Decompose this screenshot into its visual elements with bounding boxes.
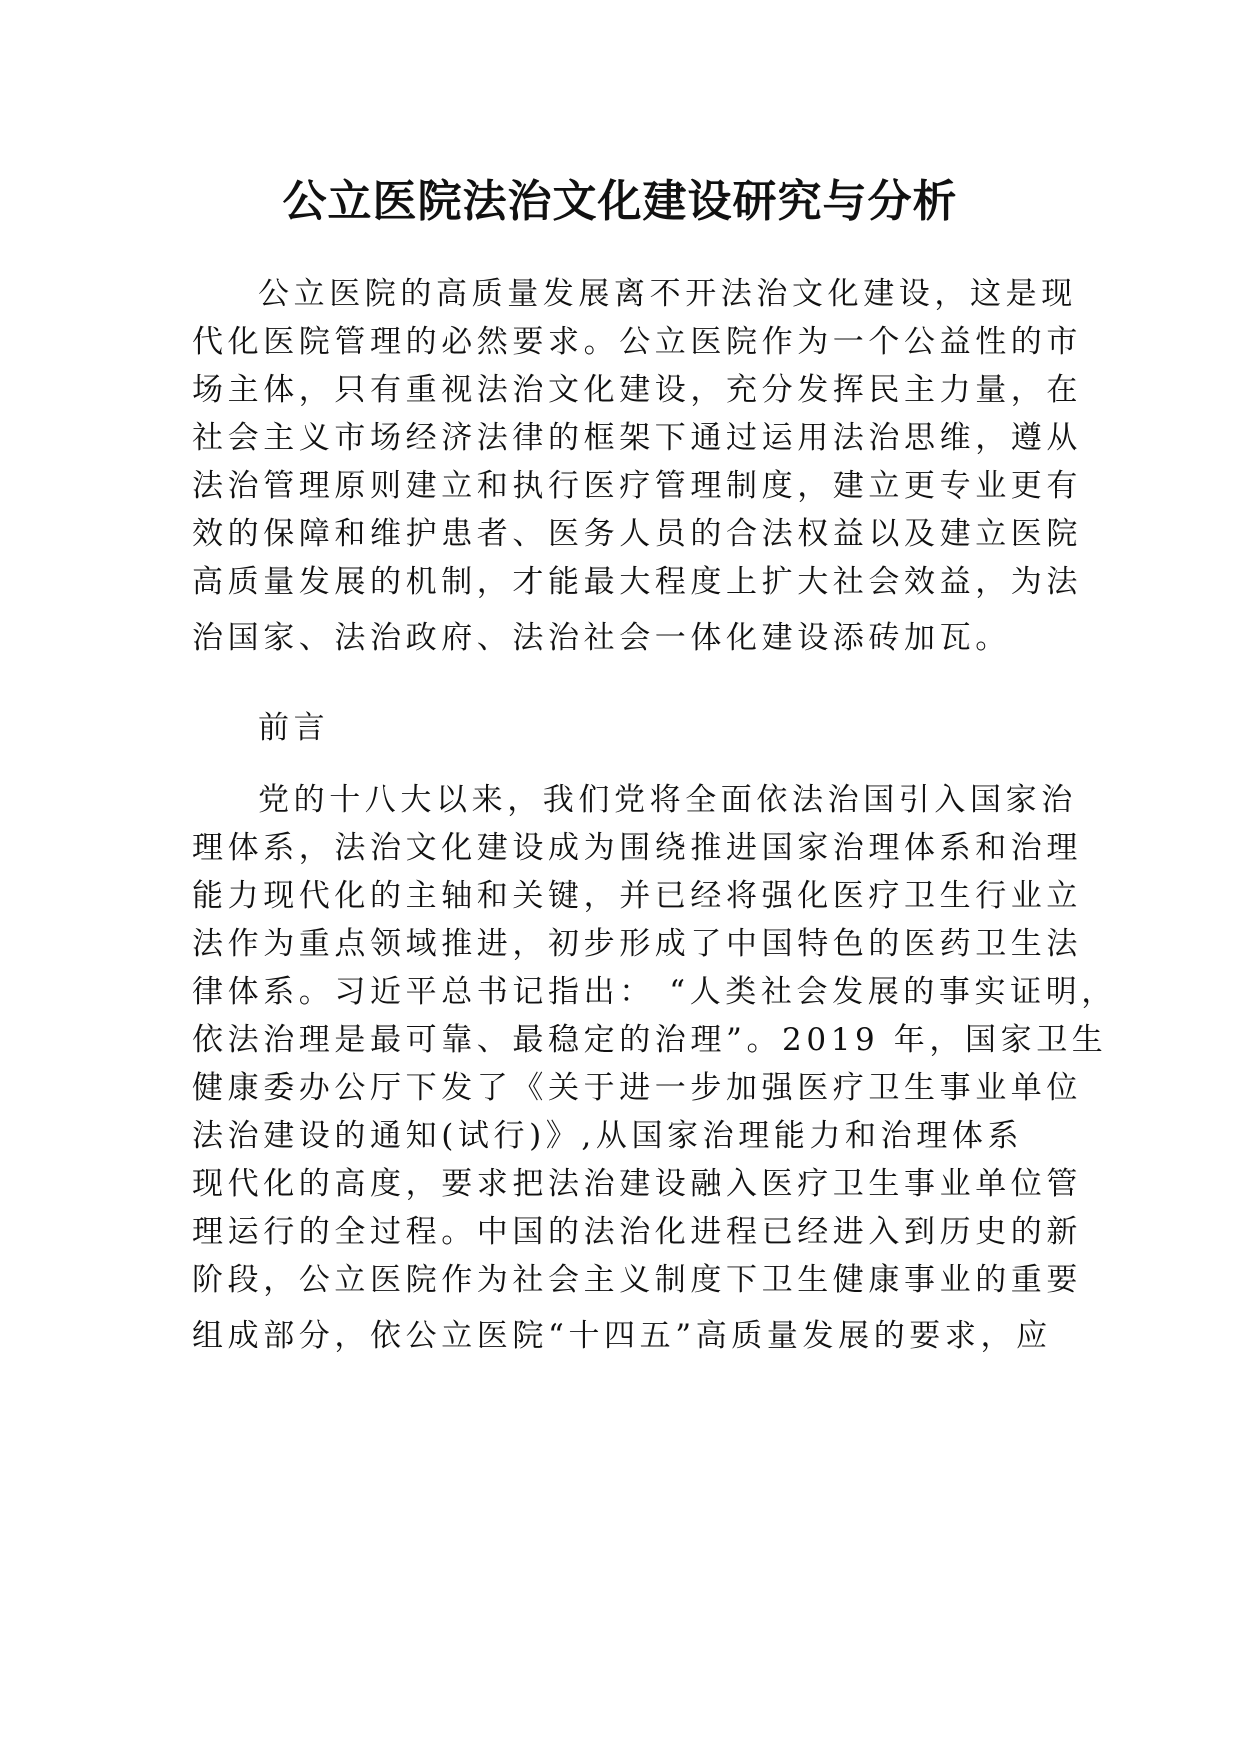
abstract-line: 高质量发展的机制，才能最大程度上扩大社会效益，为法 bbox=[192, 564, 1082, 600]
body-line: 能力现代化的主轴和关键，并已经将强化医疗卫生行业立 bbox=[192, 878, 1082, 914]
document-title: 公立医院法治文化建设研究与分析 bbox=[282, 176, 958, 227]
abstract-line: 公立医院的高质量发展离不开法治文化建设，这是现 bbox=[258, 276, 1077, 312]
section-heading: 前言 bbox=[258, 710, 330, 746]
body-line: 党的十八大以来，我们党将全面依法治国引入国家治 bbox=[258, 782, 1077, 818]
abstract-line: 社会主义市场经济法律的框架下通过运用法治思维，遵从 bbox=[192, 420, 1082, 456]
body-line: 依法治理是最可靠、最稳定的治理”。2019 年，国家卫生 bbox=[192, 1022, 1108, 1058]
abstract-line: 场主体，只有重视法治文化建设，充分发挥民主力量，在 bbox=[192, 372, 1082, 408]
body-line: 律体系。习近平总书记指出： “人类社会发展的事实证明， bbox=[192, 974, 1117, 1010]
body-line: 阶段，公立医院作为社会主义制度下卫生健康事业的重要 bbox=[192, 1262, 1082, 1298]
abstract-line: 治国家、法治政府、法治社会一体化建设添砖加瓦。 bbox=[192, 620, 1011, 656]
body-line: 理运行的全过程。中国的法治化进程已经进入到历史的新 bbox=[192, 1214, 1082, 1250]
body-line: 健康委办公厅下发了《关于进一步加强医疗卫生事业单位 bbox=[192, 1070, 1082, 1106]
body-line: 理体系，法治文化建设成为围绕推进国家治理体系和治理 bbox=[192, 830, 1082, 866]
body-line: 现代化的高度，要求把法治建设融入医疗卫生事业单位管 bbox=[192, 1166, 1082, 1202]
abstract-line: 代化医院管理的必然要求。公立医院作为一个公益性的市 bbox=[192, 324, 1082, 360]
abstract-line: 法治管理原则建立和执行医疗管理制度，建立更专业更有 bbox=[192, 468, 1082, 504]
body-line: 法治建设的通知(试行)》,从国家治理能力和治理体系 bbox=[192, 1118, 1024, 1154]
body-line: 法作为重点领域推进，初步形成了中国特色的医药卫生法 bbox=[192, 926, 1082, 962]
body-line: 组成部分，依公立医院“十四五”高质量发展的要求，应 bbox=[192, 1318, 1052, 1354]
abstract-line: 效的保障和维护患者、医务人员的合法权益以及建立医院 bbox=[192, 516, 1082, 552]
